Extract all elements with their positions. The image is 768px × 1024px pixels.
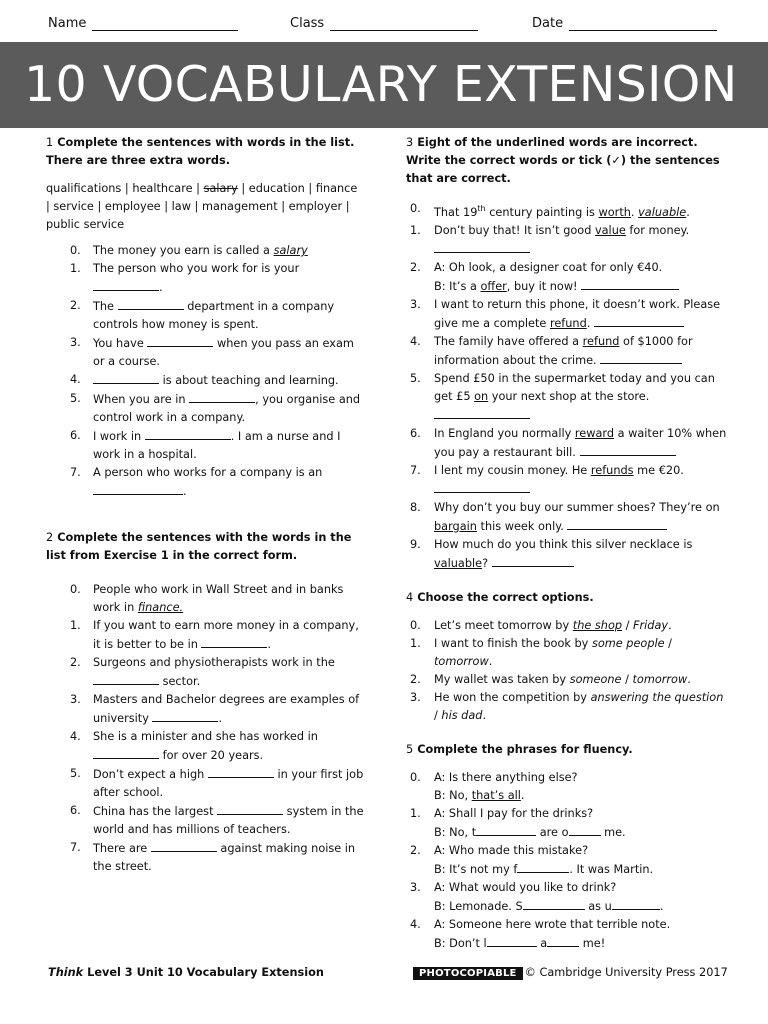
item-text: That 19 (434, 205, 478, 219)
option-2[interactable]: Friday (633, 618, 669, 632)
item-text: China has the largest (93, 805, 218, 818)
item-text: The family have offered a (434, 334, 583, 348)
answer-blank[interactable] (93, 482, 183, 495)
exercise-item (46, 765, 364, 802)
item-text: I lent my cousin money. He (434, 463, 591, 477)
item-number: 3. (70, 693, 81, 706)
dialogue-line-b: B: It’s not my f (434, 862, 518, 876)
answer-blank[interactable] (93, 278, 159, 291)
underlined-word: on (474, 389, 489, 403)
answer-blank[interactable] (217, 802, 283, 815)
exercise-5-instruction: 5 Complete the phrases for fluency. (406, 742, 633, 756)
item-text: . (159, 281, 163, 294)
option-2[interactable]: tomorrow (434, 654, 489, 668)
exercise-item (406, 805, 728, 842)
item-text: I want to return this phone, it doesn’t work. Please give me a complete (434, 297, 721, 330)
exercise-2-instruction: 2 Complete the sentences with the words in the list from Exercise 1 in the correct form. (46, 531, 352, 562)
right-column (406, 134, 728, 953)
item-text: I want to finish the book by (434, 636, 592, 650)
answer-blank[interactable] (517, 860, 569, 873)
item-text: In England you normally (434, 426, 575, 440)
exercise-2-list (46, 581, 364, 876)
exercise-item (46, 839, 364, 876)
option-separator: / (434, 708, 442, 722)
option-separator: / (622, 618, 634, 632)
item-text: as u (584, 899, 612, 913)
dialogue-line-b: B: No, t (434, 825, 477, 839)
item-text: . (218, 712, 223, 725)
photocopiable-badge: PHOTOCOPIABLE (413, 967, 523, 980)
exercise-item (406, 879, 728, 916)
item-number: 1. (70, 619, 81, 632)
exercise-1-instruction: 1 Complete the sentences with words in the list. There are three extra words. (46, 136, 355, 167)
item-text: . (267, 638, 272, 651)
class-label: Class (290, 16, 325, 31)
exercise-item (46, 617, 364, 654)
exercise-4-list (406, 617, 728, 725)
item-text: when you pass an exam or a course. (93, 337, 354, 368)
exercise-item (46, 654, 364, 691)
item-number: 9. (410, 537, 421, 551)
item-text: He won the competition by (434, 690, 591, 704)
underlined-word: refund (549, 316, 587, 330)
item-text: People who work in Wall Street and in banks work in (93, 583, 344, 614)
item-text: . (659, 899, 664, 913)
exercise-4-instruction: 4 Choose the correct options. (406, 590, 594, 604)
word-list-item: public service (46, 218, 125, 231)
answer-blank[interactable] (476, 823, 536, 836)
item-text: against making noise in the street. (93, 842, 356, 873)
answer-blank[interactable] (612, 897, 660, 910)
answer-blank[interactable] (147, 334, 213, 347)
exercise-3-list (406, 200, 728, 573)
item-text: . (668, 618, 672, 632)
item-text: How much do you think this silver necklace is (434, 537, 693, 551)
dialogue-line-b: B: Don’t l (434, 936, 487, 950)
dialogue-line-b: B: No, (434, 788, 472, 802)
answer-blank[interactable] (208, 765, 274, 778)
exercise-item (46, 390, 364, 427)
exercise-item (406, 499, 728, 536)
exercise-item (46, 802, 364, 839)
item-text: . (586, 316, 594, 330)
item-text: When you are in (93, 393, 190, 406)
item-number: 1. (410, 636, 421, 650)
word-list-item: law (171, 200, 191, 213)
underlined-word: refunds (590, 463, 634, 477)
date-line[interactable] (569, 17, 717, 31)
item-number: 6. (70, 429, 81, 442)
underlined-word: refund (582, 334, 620, 348)
item-text: You have (93, 337, 148, 350)
item-text: Surgeons and physiotherapists work in the (93, 656, 335, 669)
item-number: 3. (410, 297, 421, 311)
item-text: me €20. (633, 463, 684, 477)
item-text: Don’t expect a high (93, 768, 208, 781)
exercise-item (46, 371, 364, 390)
item-text: a waiter 10% when you pay a restaurant bill. (434, 426, 727, 459)
underlined-word: bargain (434, 519, 477, 533)
exercise-item (46, 581, 364, 617)
item-text: B: It’s a (434, 279, 481, 293)
item-number: 5. (410, 371, 421, 385)
exercise-item (406, 671, 728, 689)
ordinal-suffix: th (477, 204, 486, 213)
option-1[interactable]: some people (591, 636, 665, 650)
item-number: 2. (70, 656, 81, 669)
item-number: 4. (410, 334, 421, 348)
item-text: Masters and Bachelor degrees are examples of university (93, 693, 360, 725)
option-2[interactable]: his dad (441, 708, 483, 722)
underlined-word: worth (598, 205, 631, 219)
answer-blank[interactable] (580, 443, 676, 456)
answer-blank[interactable] (201, 635, 267, 648)
item-text: A person who works for a company is an (93, 466, 323, 479)
item-text: system in the world and has millions of teachers. (93, 805, 364, 836)
answer-blank[interactable] (492, 554, 574, 567)
item-number: 2. (70, 299, 81, 312)
exercise-5-list (406, 769, 728, 953)
answer-blank[interactable] (93, 672, 159, 685)
item-number: 1. (410, 223, 421, 237)
item-text: ? (482, 556, 492, 570)
item-text: . I am a nurse and I work in a hospital. (93, 430, 341, 461)
item-number: 5. (70, 392, 81, 405)
dialogue-line-a: A: Who made this mistake? (434, 843, 589, 857)
item-number: 7. (70, 466, 81, 479)
item-text: . (686, 205, 690, 219)
answer-blank[interactable] (523, 897, 585, 910)
exercise-item (406, 200, 728, 222)
item-number: 2. (410, 260, 421, 274)
item-number: 0. (70, 244, 81, 257)
item-text: The person who you work for is your (93, 262, 300, 275)
item-number: 4. (70, 373, 81, 386)
item-number: 0. (410, 770, 421, 784)
item-text: , you organise and control work in a company. (93, 393, 361, 424)
word-list-item: qualifications (46, 182, 122, 195)
exercise-item (46, 728, 364, 765)
item-text: My wallet was taken by (434, 672, 570, 686)
answer-blank[interactable] (434, 240, 530, 253)
item-text: in your first job after school. (93, 768, 364, 799)
example-answer: finance. (137, 601, 184, 614)
item-text: Why don’t you buy our summer shoes? They’re on (434, 500, 720, 514)
answer-blank[interactable] (189, 390, 255, 403)
title-banner (0, 42, 768, 128)
item-text: . (488, 654, 493, 668)
item-number: 1. (70, 262, 81, 275)
underlined-word: value (594, 223, 626, 237)
footer-book-info: Think Level 3 Unit 10 Vocabulary Extension (48, 966, 324, 979)
item-text: I work in (93, 430, 145, 443)
item-text: . (520, 788, 525, 802)
item-text: department in a company controls how money is spent. (93, 300, 335, 331)
exercise-item (406, 769, 728, 805)
word-list: qualifications | healthcare | salary | education | finance | service | employee | law | management | employer | public service (46, 182, 358, 231)
word-list-item: service (53, 200, 94, 213)
answer-blank[interactable] (594, 314, 684, 327)
item-text: for money. (625, 223, 690, 237)
exercise-item (406, 916, 728, 953)
item-text: The money you earn is called a (93, 244, 274, 257)
item-text: are o (536, 825, 569, 839)
exercise-item (406, 259, 728, 296)
option-1[interactable]: the shop (572, 618, 623, 632)
exercise-item (46, 334, 364, 371)
example-answer: that’s all (471, 788, 521, 802)
item-text: She is a minister and she has worked in (93, 730, 318, 743)
item-text: Don’t buy that! It isn’t good (434, 223, 595, 237)
item-text: . (687, 672, 691, 686)
item-text: is about teaching and learning. (159, 374, 339, 387)
item-text: . (183, 485, 187, 498)
item-text: your next shop at the store. (488, 389, 650, 403)
item-text: , buy it now! (506, 279, 582, 293)
dialogue-line-b: B: Lemonade. S (434, 899, 523, 913)
item-text: me! (579, 936, 606, 950)
underlined-word: offer (480, 279, 507, 293)
item-text: There are (93, 842, 151, 855)
option-1[interactable]: someone (569, 672, 622, 686)
answer-blank[interactable] (567, 517, 667, 530)
item-number: 0. (410, 202, 421, 215)
option-1[interactable]: answering the question (590, 690, 724, 704)
word-list-item: employee (104, 200, 161, 213)
exercise-item (406, 296, 728, 333)
answer-blank[interactable] (434, 480, 530, 493)
word-list-item: employer (288, 200, 343, 213)
exercise-item (406, 689, 728, 725)
tick-icon: ✓ (611, 154, 621, 167)
exercise-item (46, 260, 364, 297)
answer-blank[interactable] (487, 934, 537, 947)
class-field[interactable] (290, 16, 478, 31)
answer-blank[interactable] (151, 839, 217, 852)
word-list-item: finance (315, 182, 358, 195)
class-line[interactable] (330, 17, 478, 31)
item-number: 8. (410, 500, 421, 514)
item-text: Spend £50 in the supermarket today and you can get £5 (434, 371, 715, 403)
exercise-item (406, 222, 728, 259)
item-number: 6. (410, 426, 421, 440)
item-number: 4. (410, 917, 421, 931)
example-answer: valuable (638, 205, 687, 219)
exercise-item (46, 427, 364, 464)
word-list-item: healthcare (132, 182, 193, 195)
answer-blank[interactable] (581, 277, 679, 290)
date-label: Date (532, 16, 564, 31)
answer-blank[interactable] (145, 427, 231, 440)
exercise-item (406, 333, 728, 370)
item-text: of $1000 for information about the crime. (434, 334, 693, 367)
exercise-item (406, 842, 728, 879)
item-text: If you want to earn more money in a company, it is better to be in (93, 619, 359, 651)
item-text: . (630, 205, 639, 219)
answer-blank[interactable] (600, 351, 682, 364)
answer-blank[interactable] (93, 746, 159, 759)
exercise-item (406, 635, 728, 671)
item-text: . (482, 708, 487, 722)
date-field[interactable] (532, 16, 717, 31)
item-number: 6. (70, 804, 81, 817)
item-number: 0. (70, 583, 81, 596)
item-number: 3. (410, 690, 421, 704)
left-column (46, 134, 364, 876)
exercise-item (406, 462, 728, 499)
option-2[interactable]: tomorrow (632, 672, 688, 686)
item-number: 3. (410, 880, 421, 894)
item-text: The (93, 300, 118, 313)
item-text: sector. (159, 675, 201, 688)
name-line[interactable] (92, 17, 238, 31)
example-answer: salary (273, 244, 308, 257)
name-label: Name (48, 16, 87, 31)
page-title: 10 VOCABULARY EXTENSION (24, 56, 738, 113)
dialogue-line-a: A: Someone here wrote that terrible note. (434, 917, 671, 931)
item-number: 2. (410, 672, 421, 686)
footer-copyright: PHOTOCOPIABLE © Cambridge University Press 2017 (413, 966, 728, 979)
item-text: A: Oh look, a designer coat for only €40. (434, 260, 663, 274)
option-separator: / (621, 672, 633, 686)
answer-blank[interactable] (93, 371, 159, 384)
item-number: 3. (70, 336, 81, 349)
dialogue-line-a: A: Shall I pay for the drinks? (434, 806, 594, 820)
underlined-word: reward (574, 426, 615, 440)
item-text: me. (600, 825, 626, 839)
exercise-item (46, 242, 364, 260)
exercise-item (406, 370, 728, 425)
exercise-item (406, 617, 728, 635)
answer-blank[interactable] (152, 709, 218, 722)
item-text: century painting is (485, 205, 599, 219)
item-number: 0. (410, 618, 421, 632)
item-number: 4. (70, 730, 81, 743)
word-list-item: education (248, 182, 305, 195)
student-info-header (48, 14, 720, 36)
item-number: 7. (70, 841, 81, 854)
answer-blank[interactable] (569, 823, 601, 836)
exercise-item (46, 464, 364, 501)
item-text: Let’s meet tomorrow by (434, 618, 573, 632)
exercise-item (406, 425, 728, 462)
item-number: 2. (410, 843, 421, 857)
exercise-item (46, 297, 364, 334)
word-list-item: management (201, 200, 278, 213)
answer-blank[interactable] (434, 406, 530, 419)
word-list-item: salary (203, 182, 238, 195)
item-text: . It was Martin. (569, 862, 654, 876)
dialogue-line-a: A: Is there anything else? (434, 770, 578, 784)
item-number: 7. (410, 463, 421, 477)
underlined-word: valuable (434, 556, 483, 570)
answer-blank[interactable] (547, 934, 579, 947)
exercise-item (406, 536, 728, 573)
item-text: for over 20 years. (159, 749, 264, 762)
answer-blank[interactable] (118, 297, 184, 310)
item-number: 5. (70, 767, 81, 780)
exercise-item (46, 691, 364, 728)
dialogue-line-a: A: What would you like to drink? (434, 880, 617, 894)
exercise-3-instruction: 3 Eight of the underlined words are incorrect. Write the correct words or tick (✓) the sentences that are correct. (406, 136, 720, 185)
item-text: this week only. (476, 519, 568, 533)
item-text: a (536, 936, 548, 950)
item-number: 1. (410, 806, 421, 820)
exercise-1-list (46, 242, 364, 501)
name-field[interactable] (48, 16, 238, 31)
option-separator: / (664, 636, 672, 650)
